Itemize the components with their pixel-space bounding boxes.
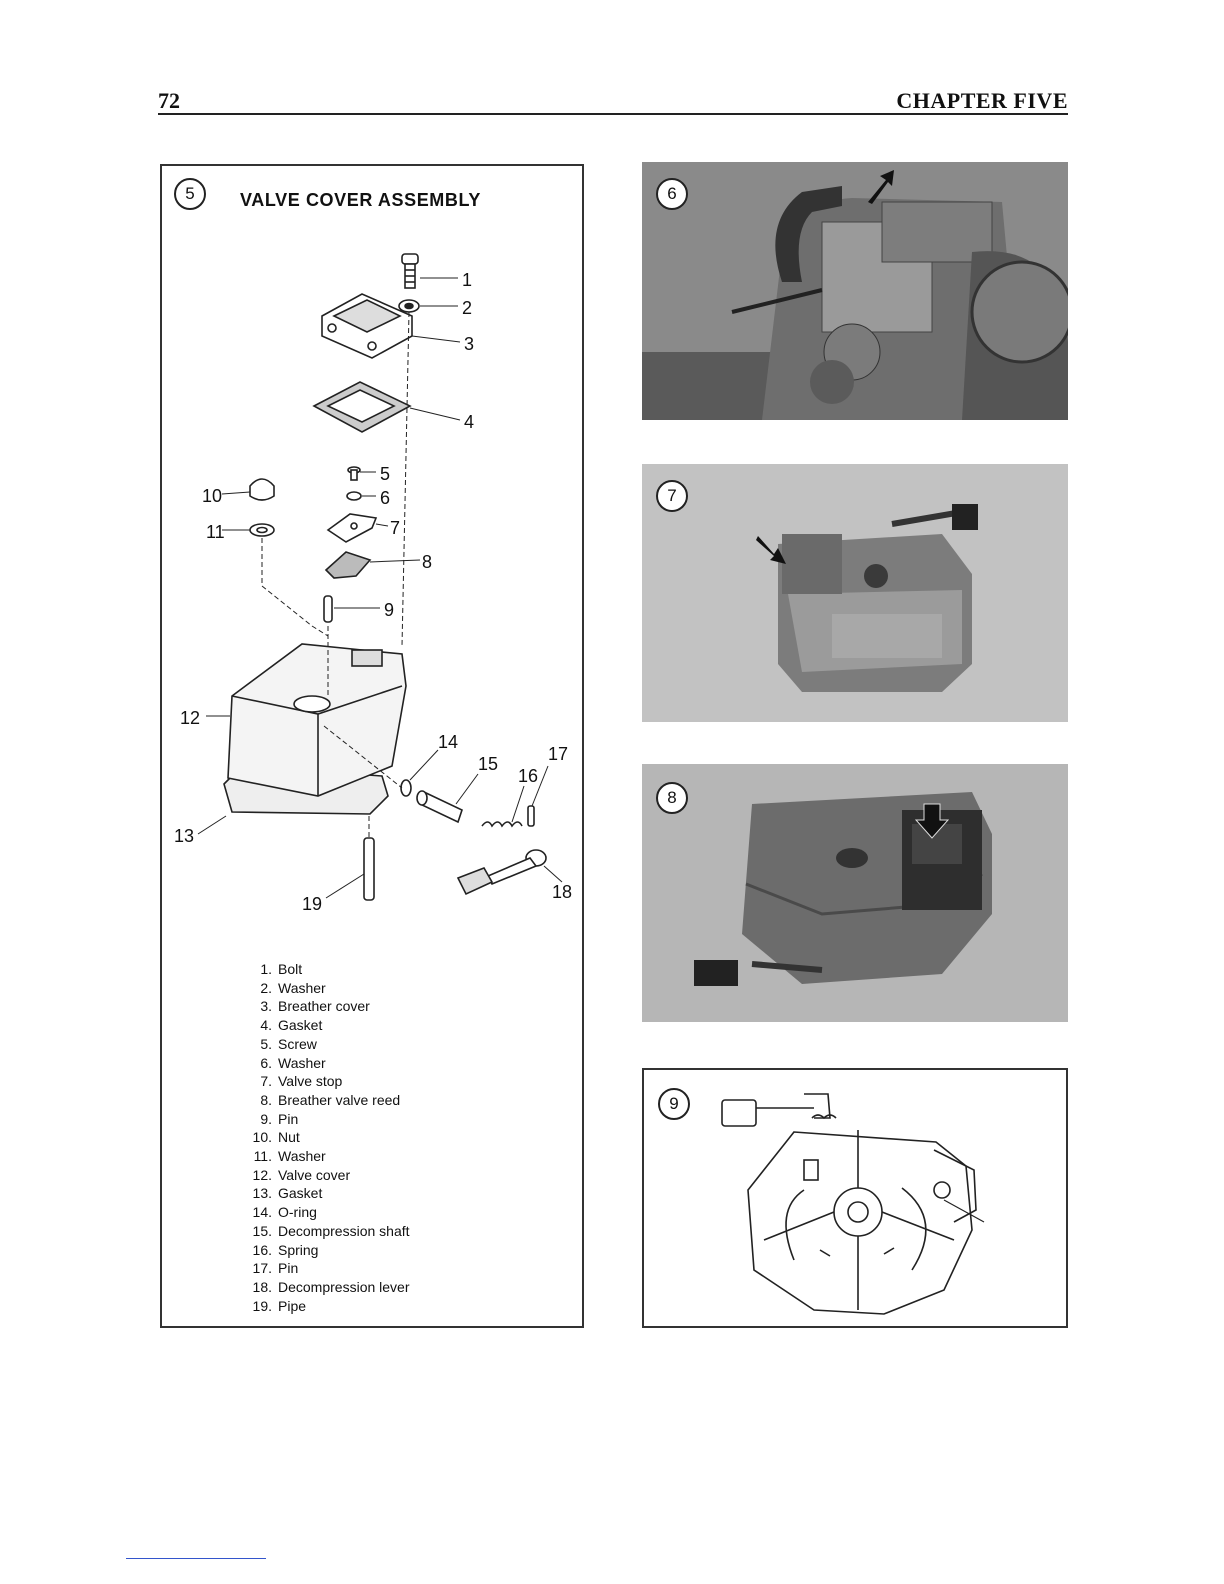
- legend-item: [242, 1241, 542, 1260]
- photo-figure-6: [642, 162, 1068, 420]
- legend-item: [242, 1278, 542, 1297]
- callout-9: 9: [384, 600, 395, 620]
- legend-number: 3.: [260, 998, 272, 1015]
- figure-badge-9: 9: [658, 1088, 690, 1120]
- legend-number: 19.: [252, 1297, 272, 1314]
- legend-label: Gasket: [278, 1185, 323, 1202]
- callout-19: 19: [302, 894, 323, 914]
- legend-number: 14.: [252, 1204, 272, 1221]
- legend-item: [242, 1110, 542, 1129]
- legend-label: Washer: [278, 1054, 326, 1071]
- decompression-shaft-part: [417, 791, 462, 822]
- chapter-title: CHAPTER FIVE: [896, 88, 1068, 113]
- footer-link-rule: [126, 1558, 266, 1559]
- legend-number: 8.: [260, 1091, 272, 1108]
- legend-label: Valve cover: [278, 1166, 351, 1183]
- legend-number: 6.: [260, 1054, 272, 1071]
- legend-label: Breather cover: [278, 998, 370, 1015]
- pipe-part: [364, 838, 374, 900]
- figure-badge-7: 7: [656, 480, 688, 512]
- legend-item: [242, 960, 542, 979]
- legend-item: [242, 1035, 542, 1054]
- callout-10: 10: [202, 486, 223, 506]
- legend-number: 10.: [252, 1129, 272, 1146]
- spring-part: [482, 822, 522, 826]
- legend-number: 1.: [260, 961, 272, 977]
- legend-item: [242, 997, 542, 1016]
- callout-2: 2: [462, 298, 473, 318]
- legend-number: 18.: [252, 1278, 272, 1295]
- legend-number: 17.: [252, 1260, 272, 1277]
- page-number: 72: [158, 88, 180, 113]
- legend-number: 9.: [260, 1110, 272, 1127]
- legend-item: [242, 979, 542, 998]
- valve-stop-part: [328, 514, 376, 542]
- callout-13: 13: [174, 826, 195, 846]
- legend-label: Valve stop: [278, 1073, 343, 1090]
- legend-number: 2.: [260, 979, 272, 996]
- callout-18: 18: [552, 882, 573, 902]
- valve-cover-diagram-panel: [160, 164, 584, 1328]
- legend-item: [242, 1222, 542, 1241]
- callout-3: 3: [464, 334, 475, 354]
- legend-item: [242, 1166, 542, 1185]
- figure-badge-6: 6: [656, 178, 688, 210]
- legend-label: Spring: [278, 1241, 319, 1258]
- callout-6: 6: [380, 488, 391, 508]
- washer-part: [399, 300, 419, 312]
- callout-5: 5: [380, 464, 391, 484]
- pin-part: [324, 596, 332, 622]
- legend-label: Pin: [278, 1260, 299, 1277]
- legend-label: Breather valve reed: [278, 1091, 401, 1108]
- callout-12: 12: [180, 708, 201, 728]
- legend-item: [242, 1016, 542, 1035]
- exploded-view-drawing: [162, 166, 582, 956]
- callout-15: 15: [478, 754, 499, 774]
- legend-label: Nut: [278, 1129, 300, 1146]
- valve-cover-side-photo: [642, 764, 1068, 1022]
- header-rule: [158, 113, 1068, 115]
- nut-part: [250, 479, 274, 500]
- drawing-figure-9: [642, 1068, 1068, 1328]
- callout-4: 4: [464, 412, 475, 432]
- callout-11: 11: [206, 522, 225, 542]
- figure-badge-5: 5: [174, 178, 206, 210]
- legend-item: [242, 1184, 542, 1203]
- legend-number: 13.: [252, 1185, 272, 1202]
- legend-label: Pipe: [278, 1297, 307, 1314]
- engine-top-photo: [642, 162, 1068, 420]
- legend-item: [242, 1147, 542, 1166]
- legend-item: [242, 1091, 542, 1110]
- legend-label: Washer: [278, 979, 326, 996]
- legend-number: 11.: [253, 1148, 272, 1165]
- legend-item: [242, 1297, 542, 1316]
- legend-item: [242, 1203, 542, 1222]
- legend-label: Pin: [278, 1110, 299, 1127]
- legend-label: Screw: [278, 1035, 317, 1052]
- photo-figure-8: [642, 764, 1068, 1022]
- valve-cover-underside-drawing: [644, 1070, 1066, 1326]
- callout-14: 14: [438, 732, 459, 752]
- legend-item: [242, 1128, 542, 1147]
- legend-number: 16.: [252, 1241, 272, 1258]
- valve-cover-top-photo: [642, 464, 1068, 722]
- breather-cover-part: [322, 294, 412, 358]
- callout-7: 7: [390, 518, 401, 538]
- legend-label: Gasket: [278, 1017, 323, 1034]
- diagram-title: VALVE COVER ASSEMBLY: [240, 190, 482, 210]
- bolt-part: [402, 254, 418, 288]
- pin-17-part: [528, 806, 534, 826]
- decompression-lever-part: [458, 850, 546, 894]
- legend-label: Decompression shaft: [278, 1222, 410, 1239]
- legend-number: 7.: [260, 1073, 272, 1090]
- legend-label: Washer: [278, 1148, 326, 1165]
- legend-number: 4.: [260, 1017, 272, 1034]
- figure-badge-8: 8: [656, 782, 688, 814]
- callout-8: 8: [422, 552, 433, 572]
- legend-label: Bolt: [278, 961, 303, 977]
- breather-valve-reed-part: [326, 552, 370, 578]
- valve-cover-part: [228, 644, 406, 796]
- callout-17: 17: [548, 744, 569, 764]
- legend-item: [242, 1072, 542, 1091]
- legend-item: [242, 1259, 542, 1278]
- legend-number: 15.: [252, 1222, 272, 1239]
- small-washer-part: [347, 492, 361, 500]
- o-ring-part: [401, 780, 411, 796]
- washer-11-part: [250, 524, 274, 536]
- photo-figure-7: [642, 464, 1068, 722]
- legend-number: 12.: [252, 1166, 272, 1183]
- screw-part: [348, 467, 360, 480]
- callout-16: 16: [518, 766, 539, 786]
- parts-legend: [242, 960, 542, 1315]
- legend-label: Decompression lever: [278, 1278, 410, 1295]
- callout-1: 1: [462, 270, 473, 290]
- legend-number: 5.: [260, 1035, 272, 1052]
- breather-gasket-part: [314, 382, 410, 432]
- legend-label: O-ring: [278, 1204, 317, 1221]
- legend-item: [242, 1054, 542, 1073]
